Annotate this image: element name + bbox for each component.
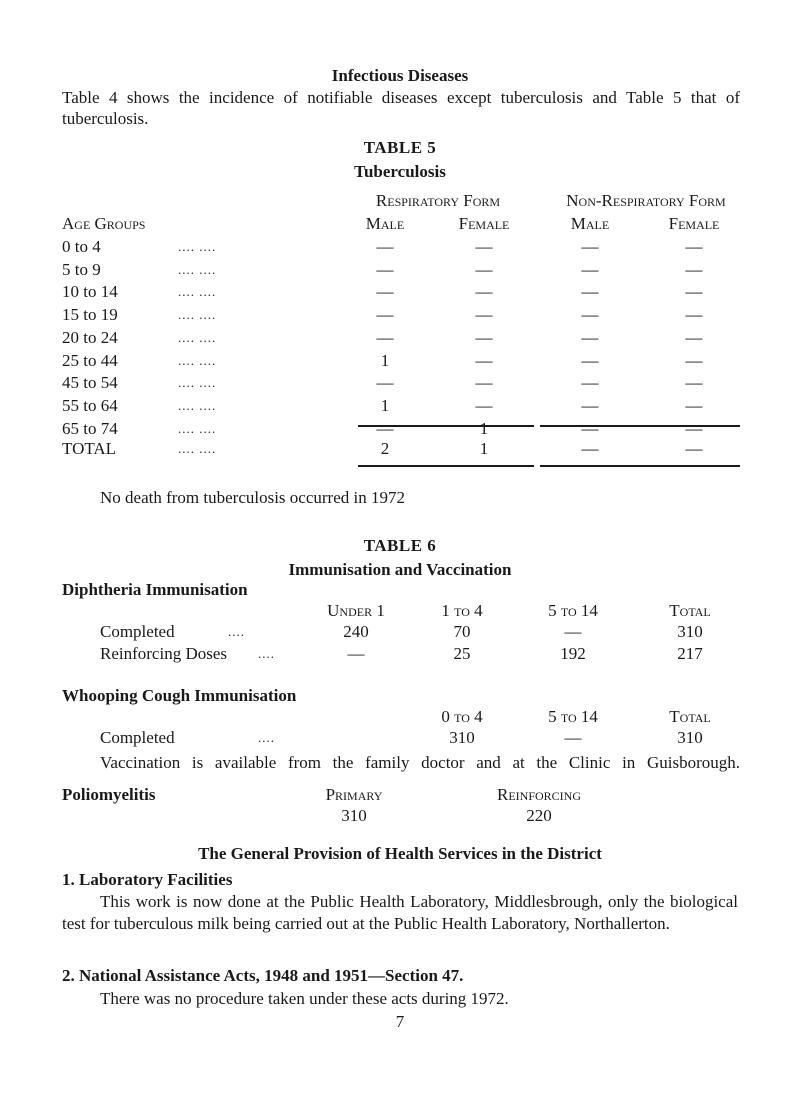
tb-cell-rm: 1 <box>380 351 390 370</box>
tb-cell-nm: — <box>581 305 599 324</box>
tb-cell-nm: — <box>581 419 599 438</box>
tb-cell-rm: — <box>376 305 394 324</box>
age-group-label: 15 to 19 <box>62 305 118 324</box>
diphtheria-heading: Diphtheria Immunisation <box>62 580 248 599</box>
age-group-label: 55 to 64 <box>62 396 118 415</box>
tb-cell-rf: — <box>475 305 493 324</box>
age-group-label: 20 to 24 <box>62 328 118 347</box>
tb-cell-rm: 1 <box>380 396 390 415</box>
tb-cell-nf: — <box>685 305 703 324</box>
tb-cell-nf: — <box>685 237 703 256</box>
item2-heading: 2. National Assistance Acts, 1948 and 1951—Section 47. <box>62 966 464 985</box>
resp-total-rule-bottom <box>358 465 534 467</box>
item2-text: There was no procedure taken under these acts during 1972. <box>100 989 509 1008</box>
leader-dots: .... .... <box>178 330 217 345</box>
table5-label: TABLE 5 <box>363 138 437 157</box>
nonresp-total-rule-bottom <box>540 465 740 467</box>
age-group-label: 10 to 14 <box>62 282 118 301</box>
whoop-completed-total: 310 <box>677 728 703 747</box>
tb-cell-rf: — <box>475 282 493 301</box>
leader-dots: .... .... <box>178 375 217 390</box>
respiratory-form-heading: Respiratory Form <box>375 191 501 210</box>
tb-cell-rf: 1 <box>479 419 489 438</box>
leader-dots: .... .... <box>178 421 217 436</box>
diph-reinforcing-total: 217 <box>677 644 703 663</box>
whoop-completed-5to14: — <box>564 728 582 747</box>
tb-cell-nm: — <box>581 237 599 256</box>
tb-cell-nm: — <box>581 373 599 392</box>
tb-cell-nf: — <box>685 351 703 370</box>
polio-primary-value: 310 <box>341 806 367 825</box>
tb-cell-nf: — <box>685 328 703 347</box>
tb-cell-rf: — <box>475 373 493 392</box>
whoop-col-total: Total <box>669 707 711 726</box>
polio-reinforcing-label: Reinforcing <box>496 785 581 804</box>
leader-dots: .... .... <box>178 307 217 322</box>
diph-reinforcing-label: Reinforcing Doses <box>100 644 228 663</box>
tb-cell-rm: — <box>376 282 394 301</box>
tb-cell-nm: — <box>581 260 599 279</box>
whoop-completed-label: Completed <box>100 728 175 747</box>
tb-cell-rf: — <box>475 396 493 415</box>
nonresp-female-heading: Female <box>668 214 720 233</box>
tb-cell-rm: — <box>376 260 394 279</box>
resp-male-heading: Male <box>365 214 405 233</box>
diph-reinforcing-5to14: 192 <box>560 644 586 663</box>
tb-cell-nm: — <box>581 328 599 347</box>
leader-dots: .... .... <box>178 353 217 368</box>
diph-col-total: Total <box>669 601 711 620</box>
age-group-label: 45 to 54 <box>62 373 118 392</box>
total-label: TOTAL <box>62 439 117 458</box>
nonresp-total-rule-top <box>540 425 740 427</box>
section-title: Infectious Diseases <box>331 66 469 85</box>
leader-dots: .... .... <box>178 398 217 413</box>
table6-title: Immunisation and Vaccination <box>288 560 512 579</box>
age-group-label: 5 to 9 <box>62 260 101 279</box>
total-resp-male: 2 <box>380 439 390 458</box>
resp-total-rule-top <box>358 425 534 427</box>
diph-reinforcing-under1: — <box>347 644 365 663</box>
total-dots: .... .... <box>178 441 217 456</box>
diph-completed-dots: .... <box>228 624 245 639</box>
tb-cell-rf: — <box>475 237 493 256</box>
whoop-col-5to14: 5 to 14 <box>548 707 598 726</box>
non-respiratory-form-heading: Non-Respiratory Form <box>566 191 726 210</box>
tb-cell-rf: — <box>475 328 493 347</box>
total-resp-female: 1 <box>479 439 489 458</box>
resp-female-heading: Female <box>458 214 510 233</box>
total-nonresp-female: — <box>685 439 703 458</box>
total-nonresp-male: — <box>581 439 599 458</box>
diph-completed-1to4: 70 <box>453 622 471 641</box>
tb-cell-nf: — <box>685 373 703 392</box>
diph-completed-label: Completed <box>100 622 175 641</box>
tb-cell-rf: — <box>475 351 493 370</box>
tb-cell-rm: — <box>376 373 394 392</box>
diph-completed-total: 310 <box>677 622 703 641</box>
age-group-label: 65 to 74 <box>62 419 118 438</box>
leader-dots: .... .... <box>178 262 217 277</box>
tb-cell-nf: — <box>685 282 703 301</box>
tb-cell-nm: — <box>581 351 599 370</box>
leader-dots: .... .... <box>178 284 217 299</box>
age-groups-heading: Age Groups <box>62 214 146 233</box>
polio-primary-label: Primary <box>325 785 383 804</box>
whoop-completed-dots: .... <box>258 730 275 745</box>
tb-cell-rm: — <box>376 237 394 256</box>
tb-cell-rm: — <box>376 419 394 438</box>
nonresp-male-heading: Male <box>570 214 610 233</box>
tb-cell-nm: — <box>581 396 599 415</box>
item1-text: This work is now done at the Public Health Laboratory, Middlesbrough, only the biological test for tuberculous milk being carried out at the Public Health Laboratory, Northallerton. <box>62 892 738 933</box>
diph-reinforcing-dots: .... <box>258 646 275 661</box>
whoop-col-0to4: 0 to 4 <box>441 707 483 726</box>
tb-cell-nf: — <box>685 396 703 415</box>
tb-cell-nf: — <box>685 260 703 279</box>
general-heading: The General Provision of Health Services in the District <box>198 844 602 863</box>
table6-label: TABLE 6 <box>363 536 437 555</box>
diph-col-1to4: 1 to 4 <box>441 601 483 620</box>
intro-paragraph: Table 4 shows the incidence of notifiable diseases except tuberculosis and Table 5 that of tuberculosis. <box>62 88 740 129</box>
whooping-heading: Whooping Cough Immunisation <box>62 686 297 705</box>
age-group-label: 0 to 4 <box>62 237 101 256</box>
page-number: 7 <box>395 1012 405 1031</box>
diph-col-under1: Under 1 <box>327 601 385 620</box>
polio-reinforcing-value: 220 <box>526 806 552 825</box>
diph-reinforcing-1to4: 25 <box>453 644 471 663</box>
whoop-completed-0to4: 310 <box>449 728 475 747</box>
leader-dots: .... .... <box>178 239 217 254</box>
vaccination-note: Vaccination is available from the family doctor and at the Clinic in Guisborough. <box>100 753 740 772</box>
diph-col-5to14: 5 to 14 <box>548 601 598 620</box>
diph-completed-under1: 240 <box>343 622 369 641</box>
diph-completed-5to14: — <box>564 622 582 641</box>
tb-cell-nm: — <box>581 282 599 301</box>
tb-cell-nf: — <box>685 419 703 438</box>
tb-cell-rf: — <box>475 260 493 279</box>
table5-title: Tuberculosis <box>354 162 446 181</box>
age-group-label: 25 to 44 <box>62 351 118 370</box>
polio-heading: Poliomyelitis <box>62 785 156 804</box>
tb-cell-rm: — <box>376 328 394 347</box>
item1-heading: 1. Laboratory Facilities <box>62 870 233 889</box>
tuberculosis-note: No death from tuberculosis occurred in 1972 <box>100 488 405 507</box>
